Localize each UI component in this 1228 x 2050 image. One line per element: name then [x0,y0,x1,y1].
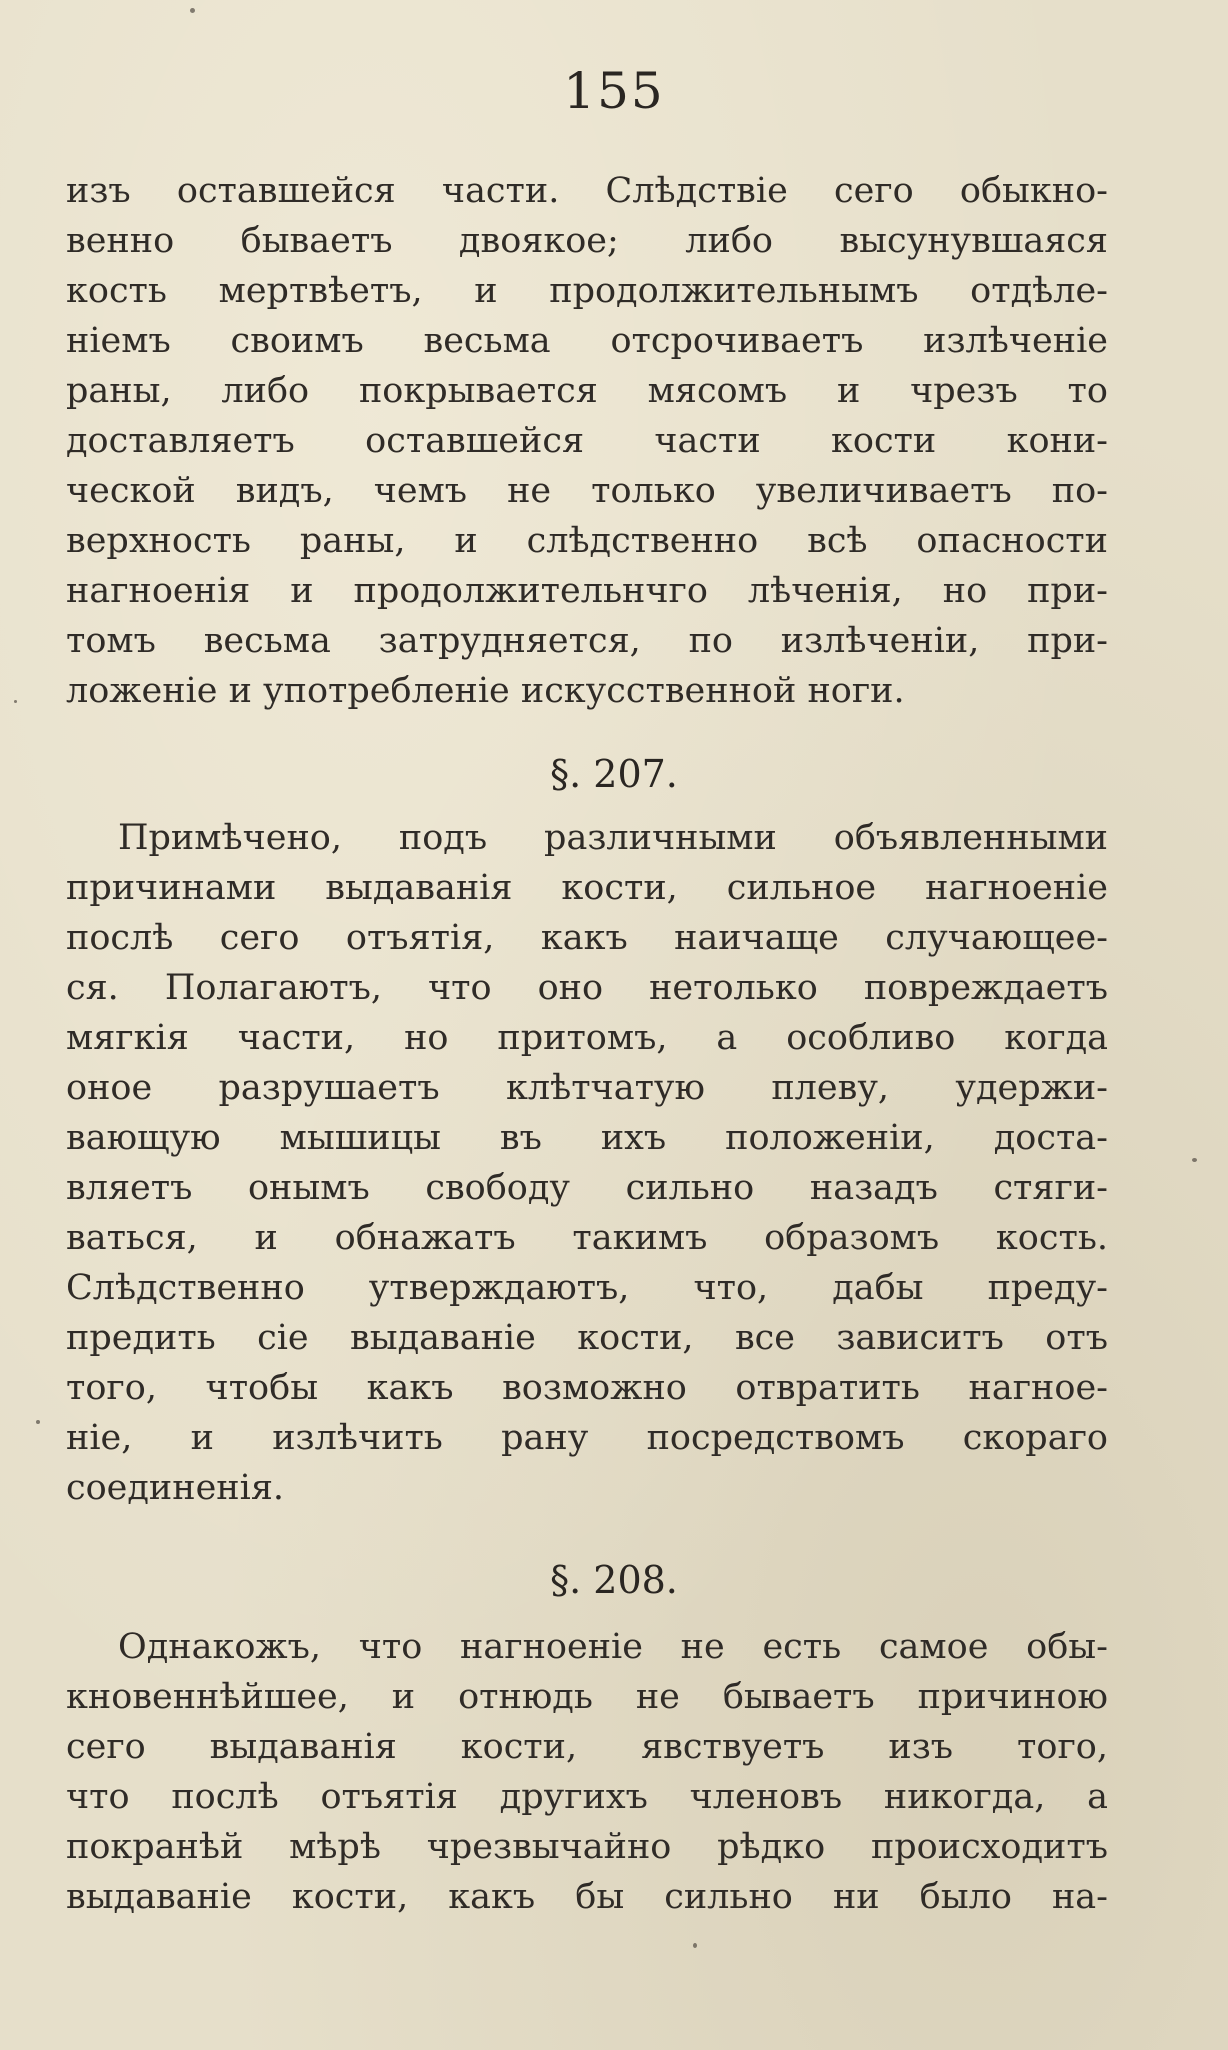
text-line: предить сіе выдаваніе кости, все зависитъ отъ [66,1318,1108,1358]
text-line: Примѣчено, подъ различными объявленными [118,818,1108,858]
text-line: вающую мышицы въ ихъ положеніи, доста- [66,1118,1108,1158]
text-line: ніе, и излѣчить рану посредствомъ скораго [66,1418,1108,1458]
section-heading: §. 208. [550,1558,678,1602]
text-line: Слѣдственно утверждаютъ, что, дабы преду- [66,1268,1108,1308]
paper-speck [14,700,17,703]
text-line: кновеннѣйшее, и отнюдь не бываетъ причиною [66,1677,1108,1717]
text-line: изъ оставшейся части. Слѣдствіе сего обыкно- [66,171,1108,211]
text-line: вляетъ онымъ свободу сильно назадъ стяги- [66,1168,1108,1208]
text-line: мягкія части, но притомъ, а особливо когда [66,1018,1108,1058]
text-line: ніемъ своимъ весьма отсрочиваетъ излѣченіе [66,321,1108,361]
section-paragraph [66,813,1108,1513]
paper-speck [693,1943,697,1948]
text-line: венно бываетъ двоякое; либо высунувшаяся [66,221,1108,261]
continuation-paragraph [66,166,1108,716]
text-line: выдаваніе кости, какъ бы сильно ни было на- [66,1877,1108,1917]
text-line: томъ весьма затрудняется, по излѣченіи, при- [66,621,1108,661]
text-line: сего выдаванія кости, явствуетъ изъ того, [66,1727,1108,1767]
text-line: покранѣй мѣрѣ чрезвычайно рѣдко происходитъ [66,1827,1108,1867]
text-line: ложеніе и употребленіе искусственной ноги. [66,671,905,711]
text-line: оное разрушаетъ клѣтчатую плеву, удержи- [66,1068,1108,1108]
section-paragraph [66,1622,1108,1922]
page-number: 155 [563,62,665,120]
paper-speck [1192,1158,1197,1162]
paper-speck [190,8,195,13]
text-line: ческой видъ, чемъ не только увеличиваетъ по- [66,471,1108,511]
text-line: ся. Полагаютъ, что оно нетолько повреждаетъ [66,968,1108,1008]
text-line: причинами выдаванія кости, сильное нагноеніе [66,868,1108,908]
text-line: нагноенія и продолжительнчго лѣченія, но при- [66,571,1108,611]
text-line: того, чтобы какъ возможно отвратить нагное- [66,1368,1108,1408]
text-line: что послѣ отъятія другихъ членовъ никогда, а [66,1777,1108,1817]
text-line: соединенія. [66,1468,285,1508]
text-line: верхность раны, и слѣдственно всѣ опасности [66,521,1108,561]
text-line: кость мертвѣетъ, и продолжительнымъ отдѣле- [66,271,1108,311]
section-heading: §. 207. [550,752,678,796]
text-line: ваться, и обнажатъ такимъ образомъ кость. [66,1218,1108,1258]
text-line: раны, либо покрывается мясомъ и чрезъ то [66,371,1108,411]
text-line: послѣ сего отъятія, какъ наичаще случающее- [66,918,1108,958]
text-line: Однакожъ, что нагноеніе не есть самое обы- [118,1627,1108,1667]
paper-speck [36,1420,40,1424]
text-line: доставляетъ оставшейся части кости кони- [66,421,1108,461]
